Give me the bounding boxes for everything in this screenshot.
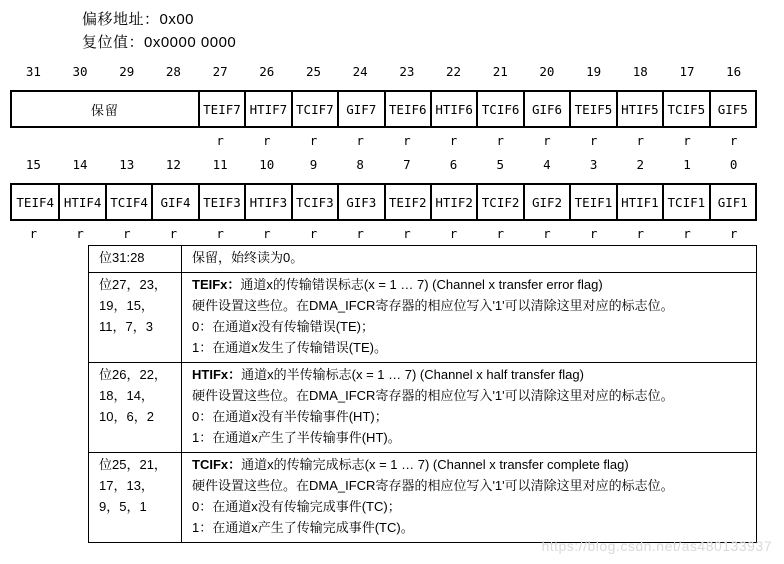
bit-number: 3 <box>589 157 598 172</box>
table-row <box>89 453 757 543</box>
bit-description-table <box>88 245 757 543</box>
bit-number: 25 <box>305 64 321 79</box>
bit-range-line: 19，15， <box>99 298 154 313</box>
bit-number: 26 <box>259 64 275 79</box>
bit-range-line: 位25，21， <box>99 457 167 472</box>
access-type: r <box>356 226 364 241</box>
bit-number: 10 <box>259 157 275 172</box>
description-line: 1：在通道x产生了半传输事件(HT)。 <box>192 430 401 445</box>
bit-range-line: 17，13， <box>99 478 154 493</box>
bit-number: 22 <box>446 64 462 79</box>
register-field: HTIF3 <box>244 185 290 219</box>
field-name-bold: TCIFx： <box>192 457 242 472</box>
description-line: 1：在通道x发生了传输错误(TE)。 <box>192 340 388 355</box>
bit-range-cell <box>89 246 182 273</box>
bit-description-cell <box>182 363 757 453</box>
access-type: r <box>263 226 271 241</box>
bit-number: 31 <box>25 64 41 79</box>
description-line: 0：在通道x没有传输错误(TE)； <box>192 319 375 334</box>
bit-number: 23 <box>399 64 415 79</box>
bit-number: 24 <box>352 64 368 79</box>
access-type: r <box>589 226 598 241</box>
bit-number: 1 <box>683 157 691 172</box>
access-type: r <box>543 133 551 148</box>
offset-address-label: 偏移地址：0x00 <box>82 11 195 28</box>
register-field: TEIF3 <box>198 185 244 219</box>
bit-number: 30 <box>72 64 88 79</box>
description-line: 硬件设置这些位。在DMA_IFCR寄存器的相应位写入'1'可以清除这里对应的标志位。 <box>192 478 674 493</box>
access-type: r <box>216 226 224 241</box>
bit-number: 2 <box>636 157 645 172</box>
reset-value-label: 复位值：0x0000 0000 <box>82 34 237 51</box>
register-field: GIF3 <box>337 185 383 219</box>
register-field: HTIF7 <box>244 92 290 126</box>
bit-number: 7 <box>403 157 411 172</box>
bit-range-line: 10，6，2 <box>99 409 154 424</box>
access-type: r <box>309 133 318 148</box>
bit-range-cell <box>89 363 182 453</box>
access-type: r <box>29 226 38 241</box>
description-line: TCIFx：通道x的传输完成标志(x = 1 … 7) (Channel x transfer complete flag) <box>192 457 629 472</box>
bit-number: 9 <box>309 157 318 172</box>
register-field: TCIF1 <box>662 185 708 219</box>
table-row <box>89 246 757 273</box>
register-field: TCIF3 <box>291 185 337 219</box>
access-type: r <box>496 226 504 241</box>
access-type: r <box>449 133 458 148</box>
bit-number: 18 <box>632 64 648 79</box>
bit-range-line: 位27，23， <box>99 277 167 292</box>
bit-number: 17 <box>679 64 695 79</box>
bit-numbers-row-2 <box>10 157 757 172</box>
access-type: r <box>636 133 645 148</box>
register-field-row-1 <box>10 90 757 128</box>
bit-range-line: 位26，22， <box>99 367 167 382</box>
register-field: TEIF7 <box>198 92 244 126</box>
register-field: TCIF4 <box>105 185 151 219</box>
access-type: r <box>356 133 364 148</box>
register-field: TEIF6 <box>384 92 430 126</box>
access-type-row-2 <box>10 226 757 241</box>
register-field: TEIF4 <box>16 194 55 210</box>
register-field: HTIF2 <box>430 185 476 219</box>
bit-number: 11 <box>212 157 228 172</box>
bit-numbers-row-1 <box>10 64 757 79</box>
access-type: r <box>543 226 551 241</box>
bit-number: 8 <box>356 157 364 172</box>
bit-number: 29 <box>119 64 135 79</box>
access-type: r <box>449 226 458 241</box>
bit-number: 16 <box>726 64 742 79</box>
bit-range-cell <box>89 453 182 543</box>
register-field: TEIF5 <box>569 92 615 126</box>
watermark: https://blog.csdn.net/as480133937 <box>541 538 772 554</box>
register-field: GIF7 <box>337 92 383 126</box>
bit-number: 28 <box>165 64 181 79</box>
access-type: r <box>122 226 131 241</box>
bit-number: 13 <box>119 157 135 172</box>
register-field: TCIF5 <box>662 92 708 126</box>
access-type: r <box>496 133 504 148</box>
description-line: 0：在通道x没有半传输事件(HT)； <box>192 409 388 424</box>
table-row <box>89 363 757 453</box>
access-type: r <box>729 133 738 148</box>
description-line: 0：在通道x没有传输完成事件(TC)； <box>192 499 401 514</box>
access-type <box>10 133 197 148</box>
register-field: GIF4 <box>151 185 197 219</box>
register-field: TEIF1 <box>569 185 615 219</box>
register-field: HTIF6 <box>430 92 476 126</box>
bit-description-cell <box>182 273 757 363</box>
bit-number: 27 <box>212 64 228 79</box>
access-type: r <box>636 226 645 241</box>
access-type: r <box>216 133 224 148</box>
access-type: r <box>589 133 598 148</box>
access-type: r <box>729 226 738 241</box>
register-field-row-2 <box>10 183 757 221</box>
bit-number: 21 <box>492 64 508 79</box>
description-line: 1：在通道x产生了传输完成事件(TC)。 <box>192 520 414 535</box>
register-field: TCIF7 <box>291 92 337 126</box>
bit-range-cell <box>89 273 182 363</box>
bit-description-cell <box>182 246 757 273</box>
field-name-bold: TEIFx： <box>192 277 241 292</box>
bit-number: 5 <box>496 157 504 172</box>
register-field: TEIF2 <box>384 185 430 219</box>
field-name-bold: HTIFx： <box>192 367 242 382</box>
bit-range-line: 11，7，3 <box>99 319 153 334</box>
access-type: r <box>76 226 84 241</box>
access-type: r <box>403 133 411 148</box>
bit-range-line: 位31:28 <box>99 250 145 265</box>
description-line: HTIFx：通道x的半传输标志(x = 1 … 7) (Channel x half transfer flag) <box>192 367 584 382</box>
register-field: TCIF6 <box>476 92 522 126</box>
register-field: GIF2 <box>523 185 569 219</box>
register-field: HTIF5 <box>616 92 662 126</box>
bit-number: 0 <box>729 157 738 172</box>
access-type-row-1 <box>10 133 757 148</box>
bit-number: 14 <box>72 157 88 172</box>
bit-description-cell <box>182 453 757 543</box>
bit-number: 12 <box>165 157 181 172</box>
bit-description-table-body <box>89 246 757 543</box>
description-line: 硬件设置这些位。在DMA_IFCR寄存器的相应位写入'1'可以清除这里对应的标志位。 <box>192 298 674 313</box>
register-field: GIF5 <box>709 92 755 126</box>
bit-number: 4 <box>543 157 551 172</box>
register-field: HTIF4 <box>58 185 104 219</box>
access-type: r <box>403 226 411 241</box>
bit-number: 6 <box>449 157 458 172</box>
bit-range-line: 18，14， <box>99 388 154 403</box>
register-field: HTIF1 <box>616 185 662 219</box>
description-line: 硬件设置这些位。在DMA_IFCR寄存器的相应位写入'1'可以清除这里对应的标志位。 <box>192 388 674 403</box>
table-row <box>89 273 757 363</box>
access-type: r <box>263 133 271 148</box>
register-field: GIF6 <box>523 92 569 126</box>
access-type: r <box>683 226 691 241</box>
description-line: 保留，始终读为0。 <box>192 250 304 265</box>
bit-number: 15 <box>25 157 41 172</box>
bit-number: 20 <box>539 64 555 79</box>
bit-number: 19 <box>586 64 602 79</box>
register-field: 保留 <box>90 102 119 118</box>
bit-range-line: 9，5，1 <box>99 499 147 514</box>
access-type: r <box>169 226 178 241</box>
register-field: TCIF2 <box>476 185 522 219</box>
access-type: r <box>683 133 691 148</box>
register-field: GIF1 <box>709 185 755 219</box>
access-type: r <box>309 226 318 241</box>
description-line: TEIFx：通道x的传输错误标志(x = 1 … 7) (Channel x transfer error flag) <box>192 277 603 292</box>
